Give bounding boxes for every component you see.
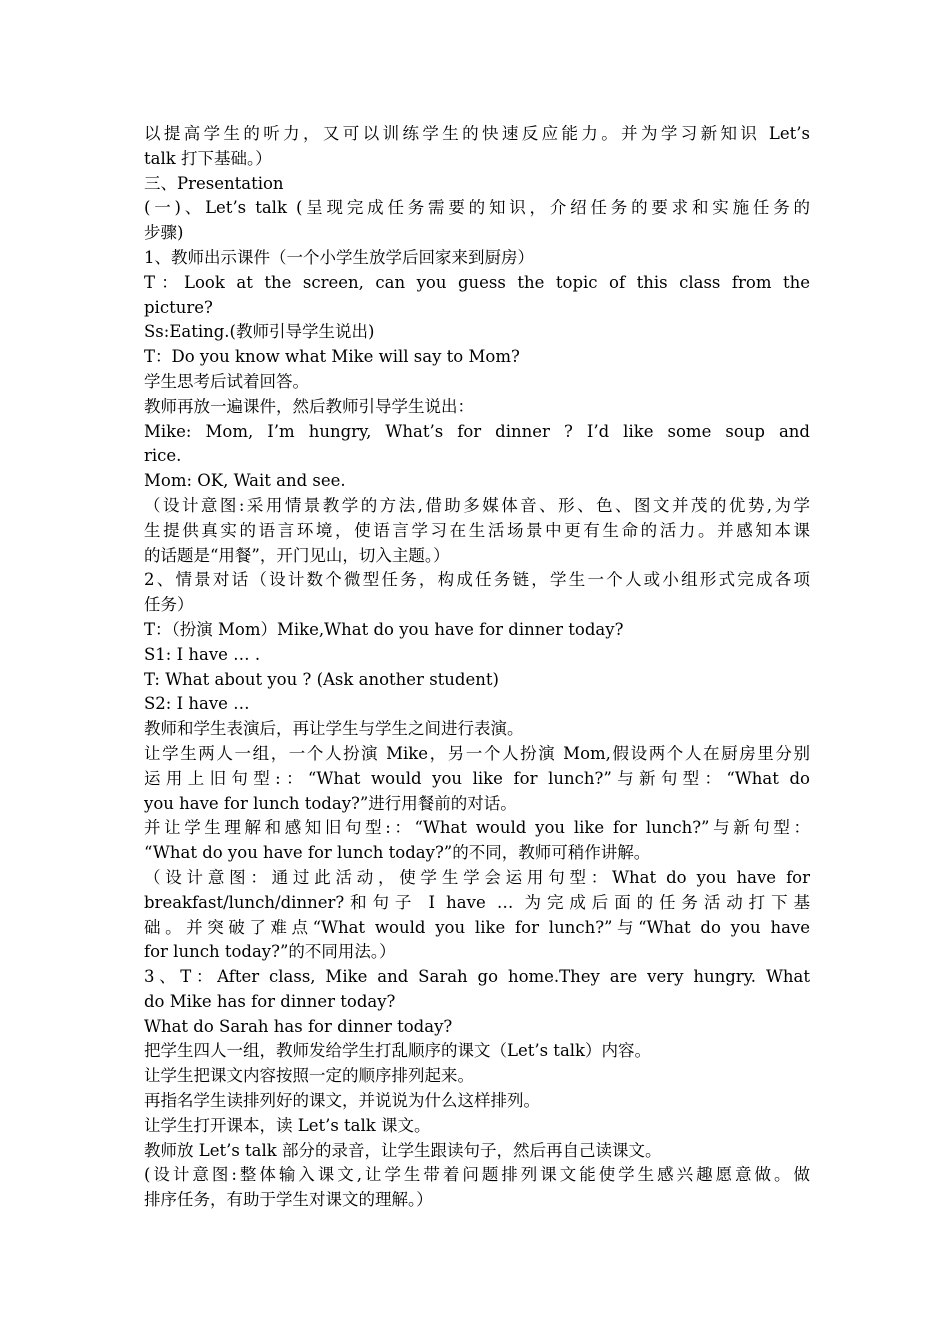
text-line: T: What about you ? (Ask another student) [144, 669, 499, 689]
text-line: 排序任务，有助于学生对课文的理解。） [144, 1190, 433, 1210]
text-line: 让学生把课文内容按照一定的顺序排列起来。 [144, 1066, 474, 1086]
text-line: 把学生四人一组，教师发给学生打乱顺序的课文（Let’s talk）内容。 [144, 1041, 652, 1061]
text-line: 任务） [144, 595, 194, 615]
subsection-heading: (一)、Let’s talk (呈现完成任务需要的知识，介绍任务的要求和实施任务的 [144, 198, 810, 218]
text-line: T：Do you know what Mike will say to Mom? [144, 347, 520, 367]
text-line: 步骤) [144, 223, 184, 243]
text-line: 1、教师出示课件（一个小学生放学后回家来到厨房） [144, 247, 534, 267]
text-line: 教师放 Let’s talk 部分的录音，让学生跟读句子，然后再自己读课文。 [144, 1140, 662, 1160]
text-line: 生提供真实的语言环境，使语言学习在生活场景中更有生命的活力。并感知本课 [144, 520, 810, 540]
text-line: T：Look at the screen, can you guess the topic of this class from the [144, 272, 810, 292]
text-line: T：（扮演 Mom）Mike,What do you have for dinner today? [144, 619, 624, 639]
text-line: 学生思考后试着回答。 [144, 371, 309, 391]
text-line: Mom: OK, Wait and see. [144, 471, 346, 491]
text-line: 以提高学生的听力，又可以训练学生的快速反应能力。并为学习新知识 Let’s [144, 124, 810, 143]
text-line: What do Sarah has for dinner today? [144, 1016, 453, 1036]
text-line: 教师和学生表演后，再让学生与学生之间进行表演。 [144, 719, 524, 739]
text-line: 础。并突破了难点“What would you like for lunch?”与“What do you have [144, 917, 810, 937]
text-line: （设计意图：通过此活动，使学生学会运用句型：What do you have for [144, 867, 810, 887]
text-line: 2、情景对话（设计数个微型任务，构成任务链，学生一个人或小组形式完成各项 [144, 570, 810, 590]
text-line: rice. [144, 446, 182, 466]
text-line: Ss:Eating.(教师引导学生说出) [144, 322, 375, 342]
document-page [144, 122, 810, 1213]
text-line: 3、T：After class, Mike and Sarah go home.They are very hungry. What [144, 967, 810, 987]
text-line: 并让学生理解和感知旧句型:：“What would you like for lunch?”与新句型： [144, 818, 810, 838]
text-line: for lunch today?”的不同用法。） [144, 942, 396, 962]
text-line: picture? [144, 297, 213, 317]
text-line: （设计意图:采用情景教学的方法,借助多媒体音、形、色、图文并茂的优势,为学 [144, 495, 810, 515]
text-line: Mike: Mom, I’m hungry, What’s for dinner ? I’d like some soup and [144, 421, 810, 441]
text-line: 的话题是“用餐”，开门见山，切入主题。） [144, 545, 450, 565]
text-line: “What do you have for lunch today?”的不同，教师可稍作讲解。 [144, 843, 651, 863]
text-line: breakfast/lunch/dinner?和句子 I have … 为完成后面的任务活动打下基 [144, 892, 810, 912]
text-line: do Mike has for dinner today? [144, 991, 396, 1011]
text-line: 再指名学生读排列好的课文，并说说为什么这样排列。 [144, 1091, 540, 1111]
text-line: you have for lunch today?”进行用餐前的对话。 [144, 793, 517, 813]
text-line: 教师再放一遍课件，然后教师引导学生说出： [144, 396, 474, 416]
text-line: 运用上旧句型:：“What would you like for lunch?”与新句型：“What do [144, 768, 810, 788]
text-line: 让学生打开课本，读 Let’s talk 课文。 [144, 1115, 431, 1135]
section-heading: 三、Presentation [144, 173, 284, 193]
text-line: talk 打下基础。） [144, 148, 272, 168]
text-line: S1: I have … . [144, 644, 261, 664]
text-line: 让学生两人一组，一个人扮演 Mike，另一个人扮演 Mom,假设两个人在厨房里分别 [144, 743, 810, 763]
text-line: (设计意图:整体输入课文,让学生带着问题排列课文能使学生感兴趣愿意做。做 [144, 1165, 810, 1185]
text-line: S2: I have … [144, 694, 250, 714]
